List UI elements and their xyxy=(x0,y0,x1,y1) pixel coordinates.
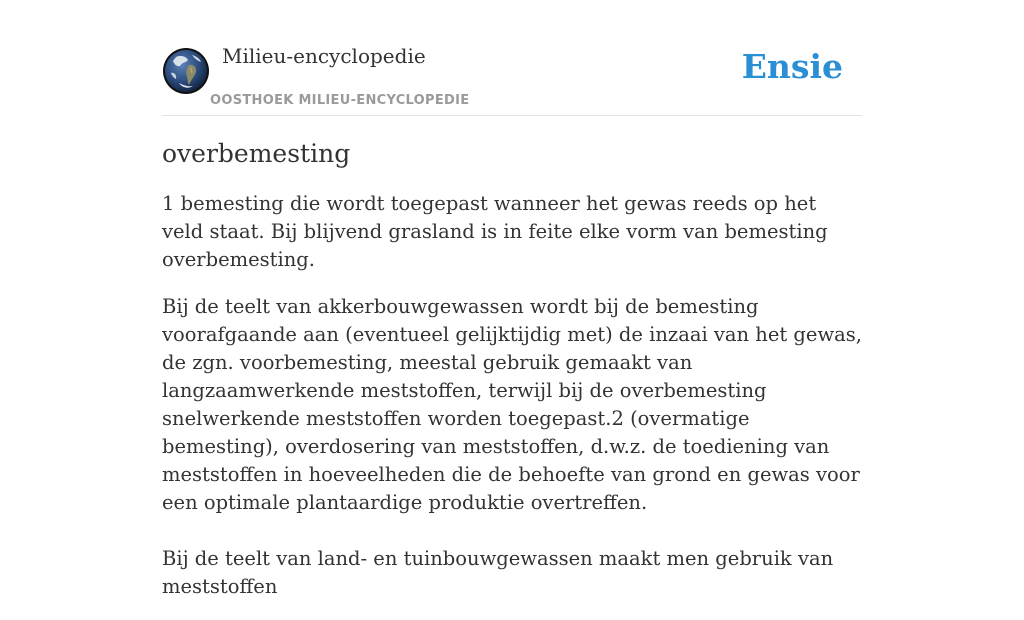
site-name[interactable]: Milieu-encyclopedie xyxy=(222,44,426,68)
page-header xyxy=(162,0,862,116)
earth-globe-icon[interactable] xyxy=(162,47,210,95)
article-title: overbemesting xyxy=(162,139,351,168)
article xyxy=(162,138,862,620)
article-paragraph: Bij de teelt van akkerbouwgewassen wordt bij de bemesting voorafgaande aan (eventueel gelijktijdig met) de inzaai van het gewas, de zgn. voorbemesting, meestal gebruik gemaakt van langzaamwerkende meststoffen, terwijl bij de overbemesting snelwerkende meststoffen worden toegepast.2 (overmatige bemesting), overdosering van meststoffen, d.w.z. de toediening van meststoffen in hoeveelheden die de behoefte van grond en gewas voor een optimale plantaardige produktie overtreffen. xyxy=(162,295,862,514)
site-subtitle[interactable]: OOSTHOEK MILIEU-ENCYCLOPEDIE xyxy=(210,93,470,108)
article-paragraph: Bij de teelt van land- en tuinbouwgewassen maakt men gebruik van meststoffen xyxy=(162,547,834,598)
article-paragraph: 1 bemesting die wordt toegepast wanneer het gewas reeds op het veld staat. Bij blijvend grasland is in feite elke vorm van bemesting overbemesting. xyxy=(162,192,828,271)
brand-logo[interactable]: Ensie xyxy=(741,47,843,86)
